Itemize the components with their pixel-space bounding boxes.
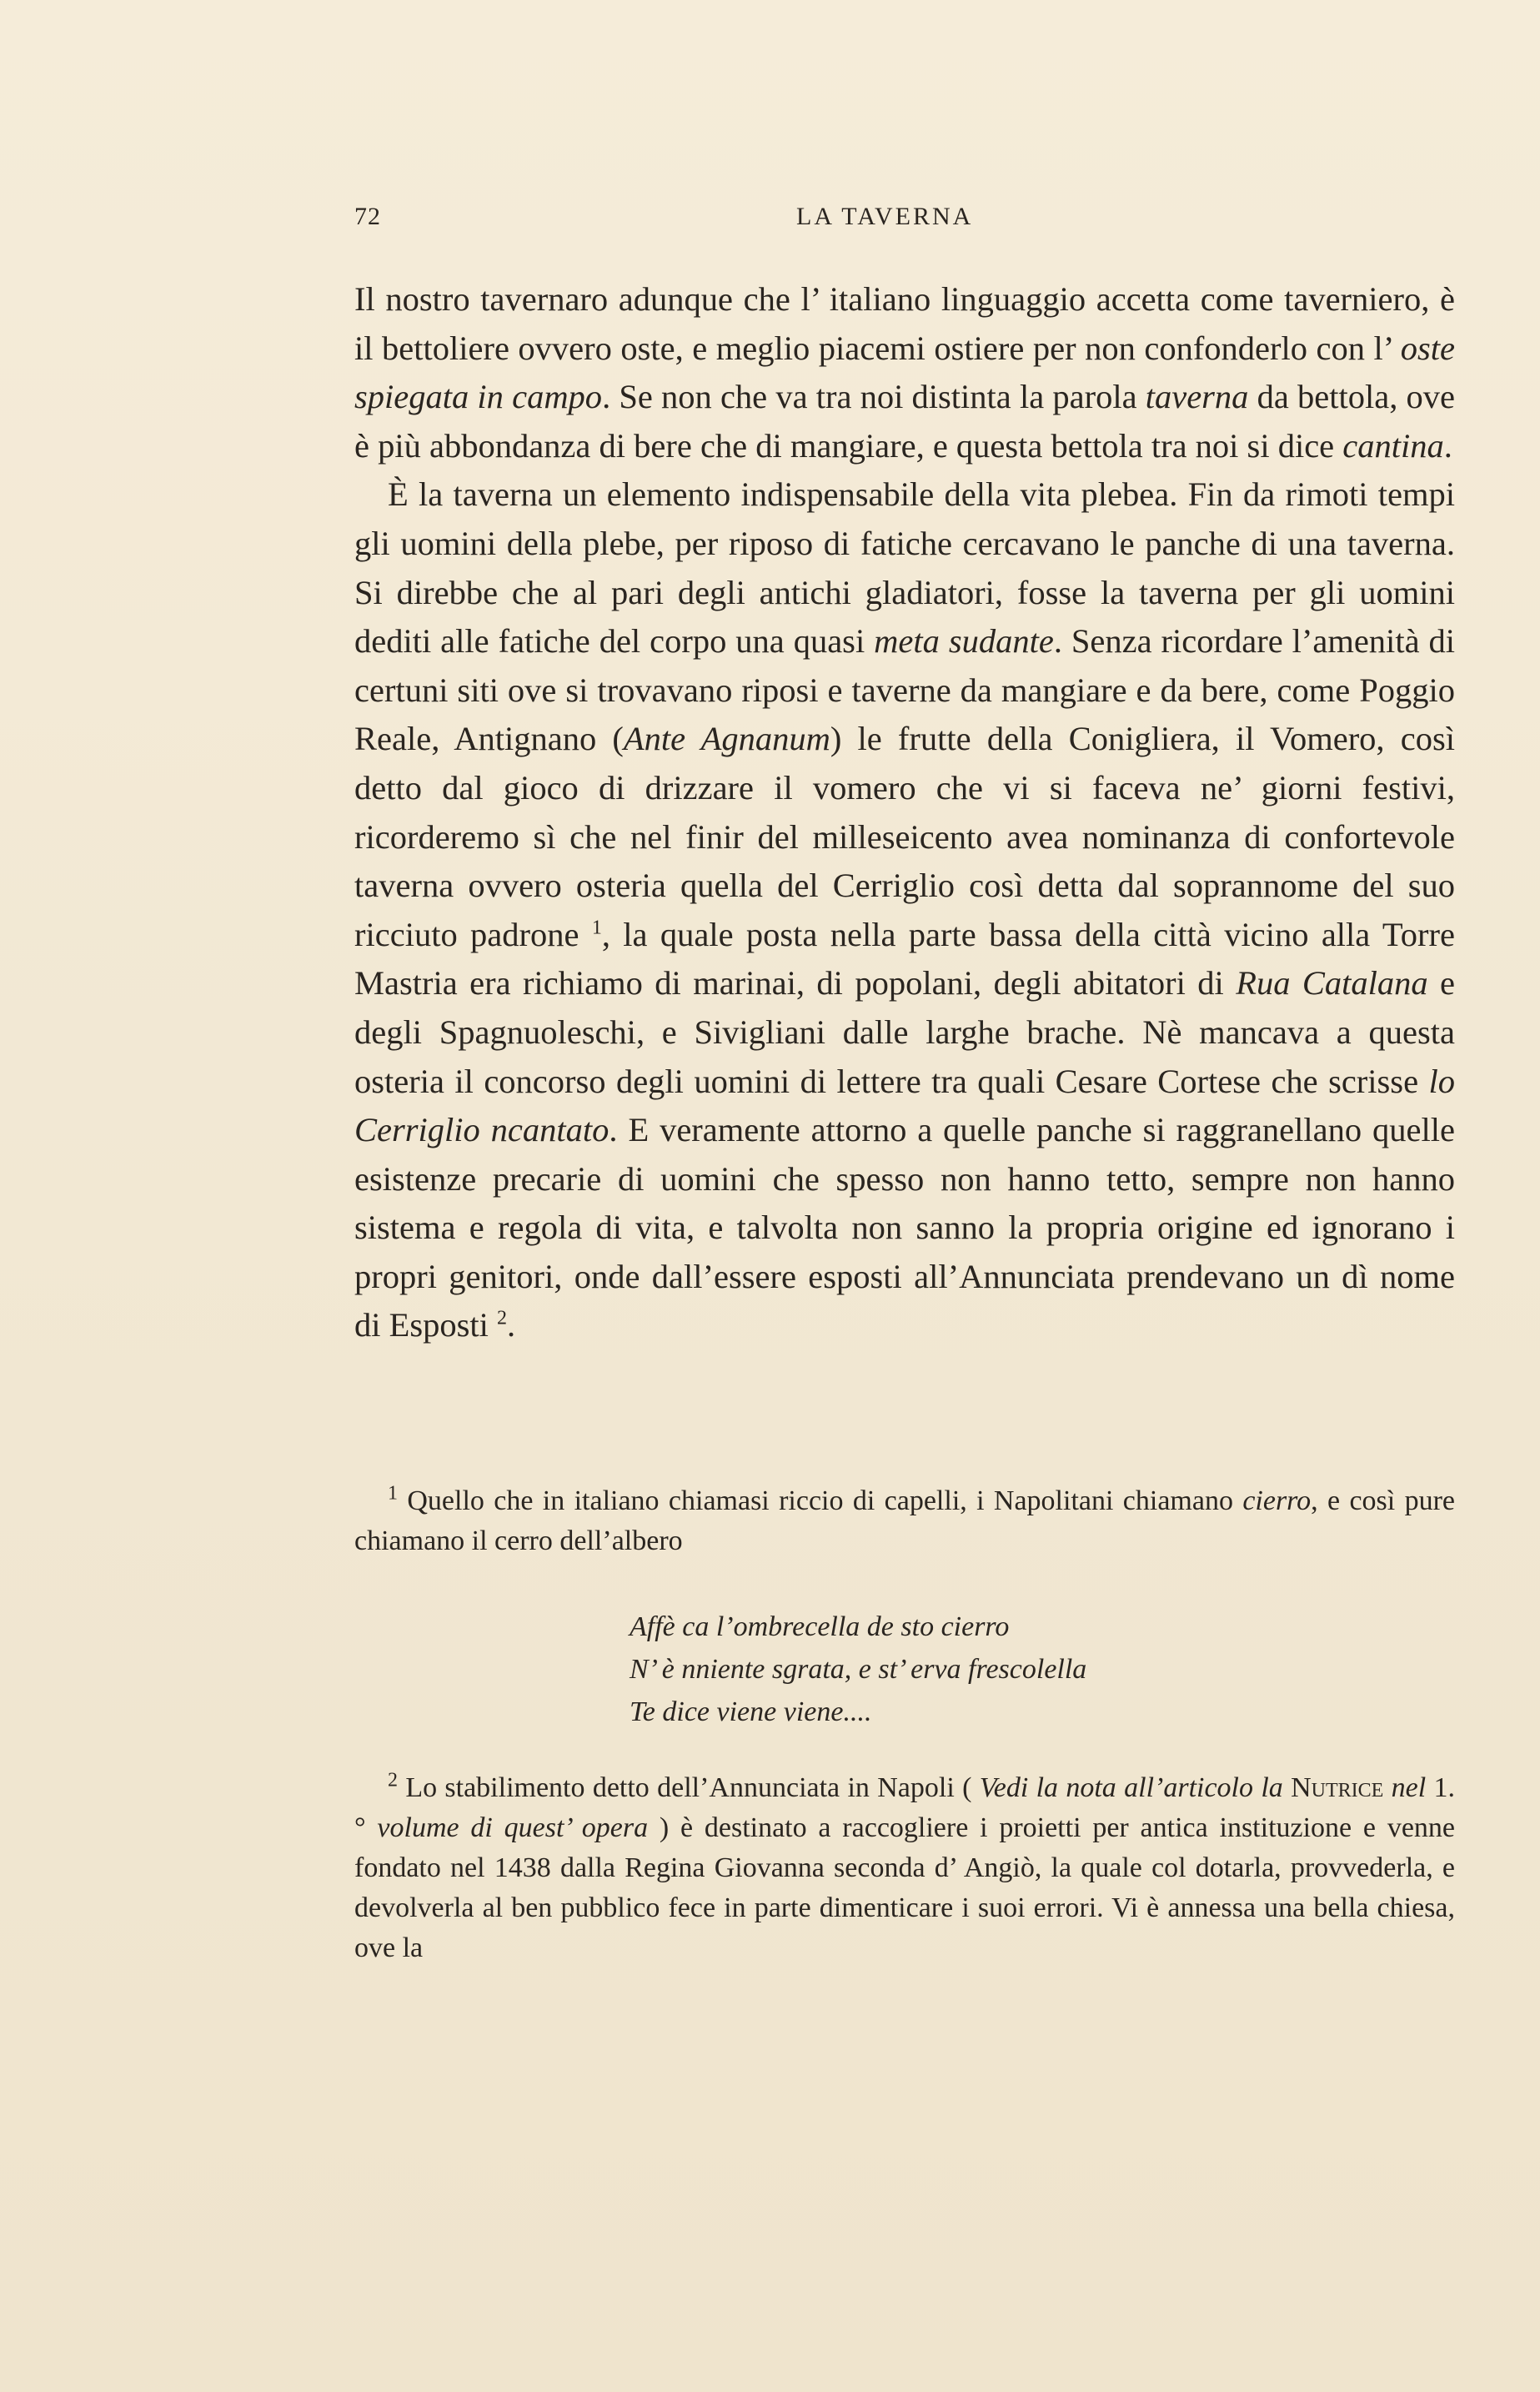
text-run (1383, 1772, 1391, 1803)
main-text (354, 275, 1455, 1350)
footnote-2 (354, 1768, 1455, 1968)
text-run: ) è destinato a raccogliere i proietti per antica instituzione e venne fondato nel 1438 dalla Regina Giovanna seconda d’ Angiò, la quale col dotarla, provvederla, e devolverla al ben pubblico fece in parte dimenticare i suoi errori. Vi è annessa una bella chiesa, ove la (354, 1812, 1456, 1963)
italic-run: Rua Catalana (1236, 964, 1428, 1003)
footnote-marker: 1 (591, 917, 602, 939)
text-run: e degli Spagnuoleschi, e Sivigliani dalle larghe brache. Nè mancava a questa osteria il concorso degli uomini di lettere tra quali Cesare Cortese che scrisse (354, 964, 1455, 1100)
text-run: . E veramente attorno a quelle panche si raggranellano quelle esistenze precarie di uomini che spesso non hanno tetto, sempre non hanno sistema e regola di vita, e talvolta non sanno la propria origine ed ignorano i propri genitori, onde dall’essere esposti all’Annunciata prendevano un dì nome di Esposti (354, 1111, 1455, 1344)
italic-run: lo Cerriglio ncantato (354, 1062, 1455, 1149)
text-run (1283, 1772, 1291, 1803)
text-run: Quello che in italiano chiamasi riccio di capelli, i Napolitani chiamano (398, 1485, 1243, 1516)
italic-run: Vedi la nota all’articolo la (979, 1772, 1283, 1803)
italic-run: volume di quest’ opera (377, 1812, 649, 1843)
text-run: Il nostro tavernaro adunque che l’ italiano linguaggio accetta come taverniero, è il bettoliere ovvero oste, e meglio piacemi ostiere per non confonderlo con l’ (354, 280, 1455, 367)
footnote-marker: 1 (388, 1482, 398, 1505)
running-header (354, 203, 1457, 236)
text-run: . (507, 1306, 516, 1344)
text-run: , la quale posta nella parte bassa della città vicino alla Torre Mastria era richiamo di marinai, di popolani, degli abitatori di (354, 915, 1455, 1003)
italic-run: Ante Agnanum (623, 720, 830, 758)
footnote-marker: 2 (388, 1769, 398, 1791)
running-title: LA TAVERNA (796, 203, 974, 230)
italic-run: meta sudante (874, 622, 1054, 661)
footnote-2-text (354, 1768, 1455, 1968)
text-run: . (1443, 426, 1452, 465)
footnote-1-text (354, 1481, 1455, 1561)
paragraph-1 (354, 275, 1455, 470)
verse-line: N’ è nniente sgrata, e st’ erva frescolella (630, 1654, 1087, 1685)
text-run: . Se non che va tra noi distinta la parola (602, 378, 1146, 416)
verse-line: Te dice viene viene.... (630, 1696, 872, 1727)
footnote-verse (630, 1606, 1086, 1733)
paragraph-2 (354, 470, 1455, 1350)
italic-run: nel (1391, 1772, 1427, 1803)
text-run: 1.° (354, 1772, 1456, 1843)
text-run: Lo stabilimento detto dell’Annunciata in Napoli ( (398, 1772, 980, 1803)
text-run: , e così pure chiamano il cerro dell’albero (354, 1485, 1455, 1556)
text-run: È la taverna un elemento indispensabile della vita plebea. Fin da rimoti tempi gli uomini della plebe, per riposo di fatiche cercavano le panche di una taverna. Si direbbe che al pari degli antichi gladiatori, fosse la taverna per gli uomini dediti alle fatiche del corpo una quasi (354, 475, 1455, 661)
page-number: 72 (354, 203, 381, 230)
text-run: da bettola, ove è più abbondanza di bere che di mangiare, e questa bettola tra noi si dice (354, 378, 1455, 465)
italic-run: cantina (1342, 426, 1444, 465)
text-run: . Senza ricordare l’amenità di certuni siti ove si trovavano riposi e taverne da mangiare e da bere, come Poggio Reale, Antignano ( (354, 622, 1455, 758)
text-run: Nutrice (1291, 1772, 1384, 1803)
footnote-1 (354, 1481, 1455, 1561)
italic-run: cierro (1242, 1485, 1312, 1516)
footnote-marker: 2 (497, 1307, 508, 1329)
verse-line: Affè ca l’ombrecella de sto cierro (630, 1611, 1010, 1642)
text-run: ) le frutte della Conigliera, il Vomero, così detto dal gioco di drizzare il vomero che vi si faceva ne’ giorni festivi, ricorderemo sì che nel finir del milleseicento avea nominanza di confortevole taverna ovvero osteria quella del Cerriglio così detta dal soprannome del suo ricciuto padrone (354, 720, 1455, 953)
italic-run: oste spiegata in campo (354, 329, 1455, 416)
italic-run: taverna (1145, 378, 1249, 416)
